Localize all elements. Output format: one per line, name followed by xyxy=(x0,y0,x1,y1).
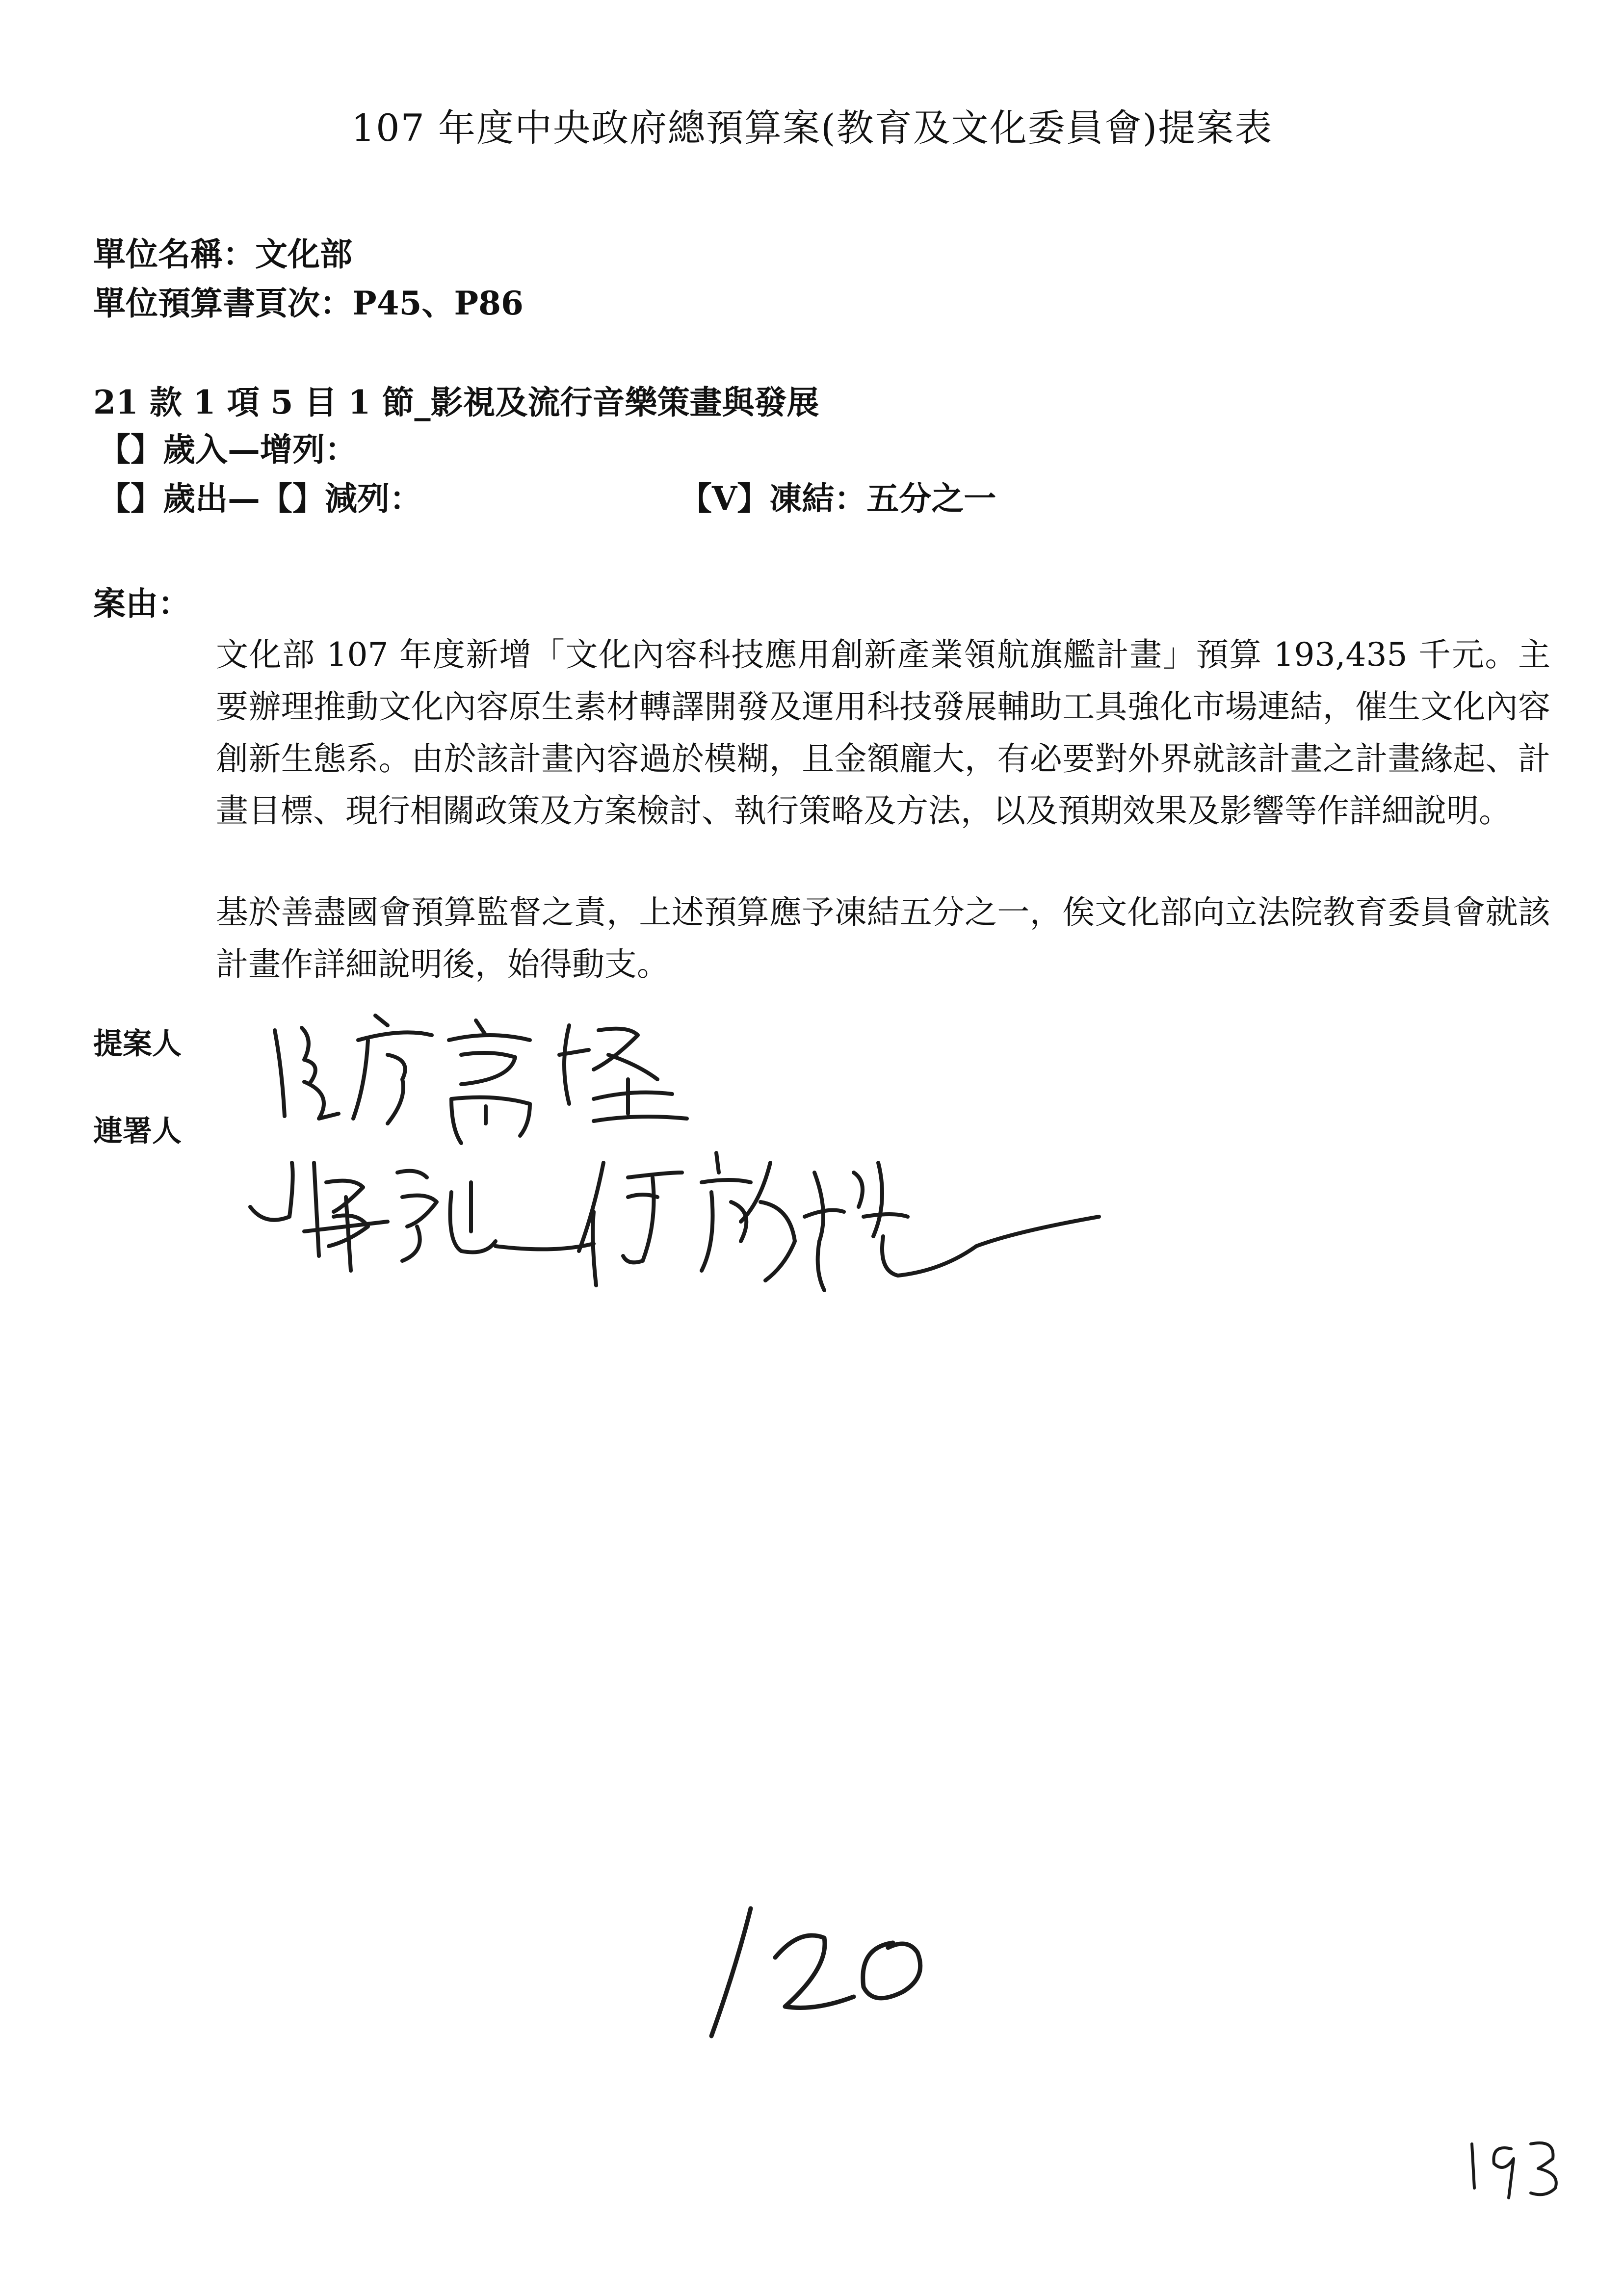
unit-name: 單位名稱：文化部 xyxy=(93,235,352,273)
proposer-signature xyxy=(255,1001,770,1148)
freeze-option: 【V】凍結：五分之一 xyxy=(680,479,996,518)
proposer-label: 提案人 xyxy=(93,1027,182,1061)
reason-paragraph-2: 基於善盡國會預算監督之責，上述預算應予凍結五分之一，俟文化部向立法院教育委員會就該計畫作詳細說明後，始得動支。 xyxy=(216,893,1550,983)
document-title: 107 年度中央政府總預算案(教育及文化委員會)提案表 xyxy=(351,106,1273,150)
reason-label: 案由： xyxy=(93,584,190,623)
revenue-increase-option: 【】歲入—增列： xyxy=(98,430,357,469)
cosigner-signatures xyxy=(240,1143,1124,1330)
expenditure-decrease-option: 【】歲出—【】減列： xyxy=(98,479,422,518)
handwritten-corner-number xyxy=(1457,2124,1575,2208)
budget-pages: 單位預算書頁次：P45、P86 xyxy=(93,284,524,322)
handwritten-page-number xyxy=(702,1899,957,2041)
cosigner-label: 連署人 xyxy=(93,1114,182,1148)
budget-section: 21 款 1 項 5 目 1 節_影視及流行音樂策畫與發展 xyxy=(93,383,819,421)
reason-paragraph-1: 文化部 107 年度新增「文化內容科技應用創新產業領航旗艦計畫」預算 193,435 千元。主要辦理推動文化內容原生素材轉譯開發及運用科技發展輔助工具強化市場連結，催生文化內容創新生態系。由於該計畫內容過於模糊，且金額龐大，有必要對外界就該計畫之計畫緣起、計畫目標、現行相關政策及方案檢討、執行策略及方法，以及預期效果及影響等作詳細說明。 xyxy=(216,636,1550,830)
